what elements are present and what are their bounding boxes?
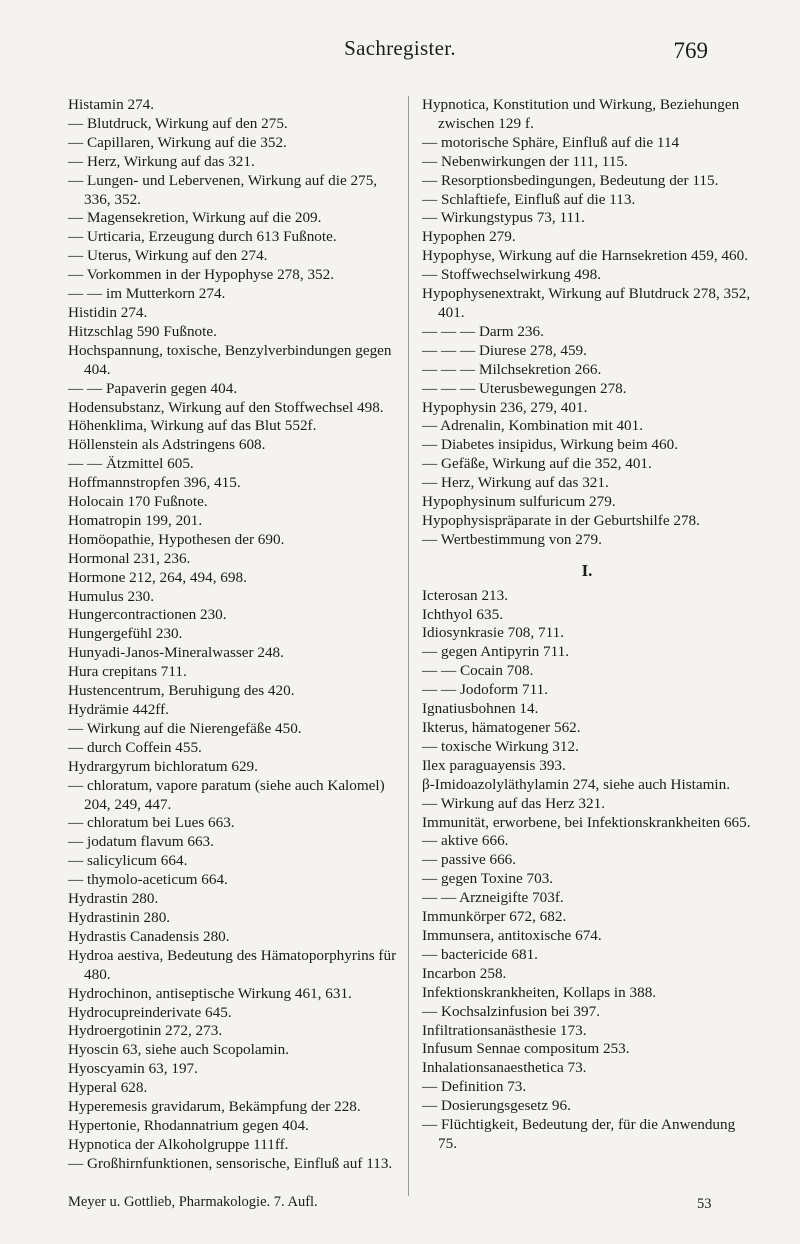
index-entry: β-Imidoazolyläthylamin 274, siehe auch Histamin. [422, 775, 731, 793]
index-entry: Hungercontractionen 230. [68, 606, 227, 624]
footer-source: Meyer u. Gottlieb, Pharmakologie. 7. Aufl. [68, 1194, 318, 1210]
index-entry: — — — Darm 236. [422, 322, 544, 340]
index-entry: — thymolo-aceticum 664. [68, 871, 228, 889]
index-entry: Hypophysenextrakt, Wirkung auf Blutdruck 278, 352, 401. [422, 285, 751, 321]
index-entry: Humulus 230. [68, 587, 155, 605]
index-entry: — Dosierungsgesetz 96. [422, 1097, 571, 1115]
index-entry: — Wirkungstypus 73, 111. [422, 209, 585, 227]
index-entry: Hypophysinum sulfuricum 279. [422, 493, 616, 511]
index-entry: — chloratum, vapore paratum (siehe auch Kalomel) 204, 249, 447. [68, 776, 385, 813]
index-entry: Immunität, erworbene, bei Infektionskrankheiten 665. [422, 813, 751, 831]
index-entry: Histamin 274. [68, 96, 155, 113]
index-entry: Hydrastinin 280. [68, 908, 171, 926]
index-entry: — Lungen- und Lebervenen, Wirkung auf die 275, 336, 352. [68, 171, 378, 208]
index-entry: — gegen Antipyrin 711. [422, 643, 570, 661]
index-entry: Hustencentrum, Beruhigung des 420. [68, 682, 295, 700]
index-entry: Hitzschlag 590 Fußnote. [68, 322, 217, 340]
index-entry: — Diabetes insipidus, Wirkung beim 460. [422, 436, 679, 454]
column-divider [408, 96, 409, 1196]
index-entry: Hydrochinon, antiseptische Wirkung 461, 631. [68, 984, 352, 1002]
index-entry: Hyoscyamin 63, 197. [68, 1060, 198, 1078]
index-entry: Hormonal 231, 236. [68, 549, 191, 567]
index-entry: Idiosynkrasie 708, 711. [422, 624, 565, 642]
index-entry: — salicylicum 664. [68, 852, 188, 870]
index-entry: Immunsera, antitoxische 674. [422, 926, 602, 944]
index-entry: — Capillaren, Wirkung auf die 352. [68, 133, 287, 151]
index-entry: — — — Diurese 278, 459. [422, 341, 587, 359]
index-entry: — Resorptionsbedingungen, Bedeutung der 115. [422, 171, 719, 189]
index-entry: Infiltrationsanästhesie 173. [422, 1021, 587, 1039]
index-entry: — jodatum flavum 663. [68, 833, 214, 851]
index-entry: — — Arzneigifte 703f. [422, 889, 564, 907]
index-entry: Ignatiusbohnen 14. [422, 700, 539, 718]
index-entry: Hypophen 279. [422, 228, 516, 246]
index-entry: Histidin 274. [68, 303, 148, 321]
index-entry: — Herz, Wirkung auf das 321. [68, 152, 255, 170]
index-entry: — Schlaftiefe, Einfluß auf die 113. [422, 190, 636, 208]
index-entry: Holocain 170 Fußnote. [68, 493, 208, 511]
index-entry: Hoffmannstropfen 396, 415. [68, 474, 241, 492]
index-entry: — Uterus, Wirkung auf den 274. [68, 247, 268, 265]
index-column-right [422, 96, 752, 1154]
index-entry: — — Papaverin gegen 404. [68, 379, 238, 397]
index-entry: Hormone 212, 264, 494, 698. [68, 568, 247, 586]
index-entry: — — — Milchsekretion 266. [422, 360, 602, 378]
index-entry: — Magensekretion, Wirkung auf die 209. [68, 209, 322, 227]
index-entry: — — Ätzmittel 605. [68, 455, 194, 473]
index-entry: Ilex paraguayensis 393. [422, 756, 566, 774]
index-entry: Hypnotica, Konstitution und Wirkung, Beziehungen zwischen 129 f. [422, 96, 740, 132]
index-entry: Hydrämie 442ff. [68, 701, 169, 718]
index-entry: Hydrastin 280. [68, 890, 159, 908]
index-entry: — — Cocain 708. [422, 662, 534, 680]
index-entry: Hodensubstanz, Wirkung auf den Stoffwechsel 498. [68, 398, 384, 416]
index-entry: — chloratum bei Lues 663. [68, 814, 235, 832]
index-entry: Homatropin 199, 201. [68, 511, 203, 529]
index-entry: — Wirkung auf die Nierengefäße 450. [68, 719, 302, 737]
index-entry: — Kochsalzinfusion bei 397. [422, 1002, 601, 1020]
index-entry: — durch Coffein 455. [68, 738, 202, 756]
index-entry: Hypophysispräparate in der Geburtshilfe 278. [422, 511, 700, 529]
index-entry: Hydroergotinin 272, 273. [68, 1022, 223, 1040]
index-entry: — Blutdruck, Wirkung auf den 275. [68, 114, 288, 132]
index-entry: Hyperemesis gravidarum, Bekämpfung der 228. [68, 1098, 361, 1116]
index-entry: — passive 666. [422, 851, 517, 869]
index-entry: Hypophyse, Wirkung auf die Harnsekretion 459, 460. [422, 247, 748, 265]
sheet-signature: 53 [697, 1196, 712, 1212]
index-entry: Icterosan 213. [422, 586, 509, 604]
index-entry: — aktive 666. [422, 832, 509, 850]
index-entry: — Großhirnfunktionen, sensorische, Einfluß auf 113. [68, 1154, 393, 1172]
index-entry: Hydrastis Canadensis 280. [68, 927, 230, 945]
index-entry: Hydrocupreinderivate 645. [68, 1003, 232, 1021]
index-entry: Hypophysin 236, 279, 401. [422, 398, 588, 416]
index-entry: — motorische Sphäre, Einfluß auf die 114 [422, 133, 680, 151]
index-entry: — Urticaria, Erzeugung durch 613 Fußnote. [68, 228, 337, 246]
index-entry: — Vorkommen in der Hypophyse 278, 352. [68, 266, 335, 284]
index-entry: — Wirkung auf das Herz 321. [422, 794, 605, 812]
index-entry: Inhalationsanaesthetica 73. [422, 1059, 587, 1077]
index-entry: Hyperal 628. [68, 1079, 148, 1097]
index-entry: Ikterus, hämatogener 562. [422, 719, 581, 736]
index-entry: — Adrenalin, Kombination mit 401. [422, 417, 644, 435]
index-entry: Infusum Sennae compositum 253. [422, 1040, 630, 1058]
index-entry: — toxische Wirkung 312. [422, 737, 579, 755]
index-entry: Höllenstein als Adstringens 608. [68, 436, 266, 454]
index-entry: Hyoscin 63, siehe auch Scopolamin. [68, 1041, 290, 1059]
index-entry: — — Jodoform 711. [422, 681, 548, 699]
index-entry: — gegen Toxine 703. [422, 870, 554, 888]
index-entry: — Herz, Wirkung auf das 321. [422, 474, 609, 492]
index-entry: — Definition 73. [422, 1078, 527, 1096]
index-entry: — Wertbestimmung von 279. [422, 530, 602, 548]
index-entry: Höhenklima, Wirkung auf das Blut 552f. [68, 417, 317, 435]
index-entry: Hungergefühl 230. [68, 625, 183, 643]
index-entry: Hypnotica der Alkoholgruppe 111ff. [68, 1135, 289, 1153]
index-entry: Hypertonie, Rhodannatrium gegen 404. [68, 1116, 309, 1134]
index-section-i [422, 587, 752, 1154]
index-entry: Hunyadi-Janos-Mineralwasser 248. [68, 644, 284, 662]
index-entry: Ichthyol 635. [422, 605, 503, 623]
index-entry: — Gefäße, Wirkung auf die 352, 401. [422, 455, 652, 473]
index-section-h [422, 96, 752, 550]
index-entry: Hydroa aestiva, Bedeutung des Hämatoporphyrins für 480. [68, 946, 397, 983]
index-entry: — bactericide 681. [422, 945, 538, 963]
index-entry: Hydrargyrum bichloratum 629. [68, 757, 258, 775]
index-entry: Hochspannung, toxische, Benzylverbindungen gegen 404. [68, 341, 392, 378]
index-entry: Incarbon 258. [422, 964, 507, 982]
index-entry: — Nebenwirkungen der 111, 115. [422, 152, 628, 170]
page-header [0, 36, 800, 66]
index-entry: Homöopathie, Hypothesen der 690. [68, 530, 285, 548]
index-entry: Immunkörper 672, 682. [422, 908, 567, 926]
index-entry: — — — Uterusbewegungen 278. [422, 379, 627, 397]
running-title: Sachregister. [344, 36, 456, 60]
index-entry: — Stoffwechselwirkung 498. [422, 266, 601, 284]
index-entry: — — im Mutterkorn 274. [68, 285, 226, 303]
section-letter-heading: I. [581, 560, 593, 580]
page-number: 769 [673, 38, 708, 63]
index-column-left [68, 96, 398, 1174]
index-entry: — Flüchtigkeit, Bedeutung der, für die Anwendung 75. [422, 1116, 736, 1152]
index-entry: Infektionskrankheiten, Kollaps in 388. [422, 983, 657, 1001]
index-entry: Hura crepitans 711. [68, 663, 187, 681]
